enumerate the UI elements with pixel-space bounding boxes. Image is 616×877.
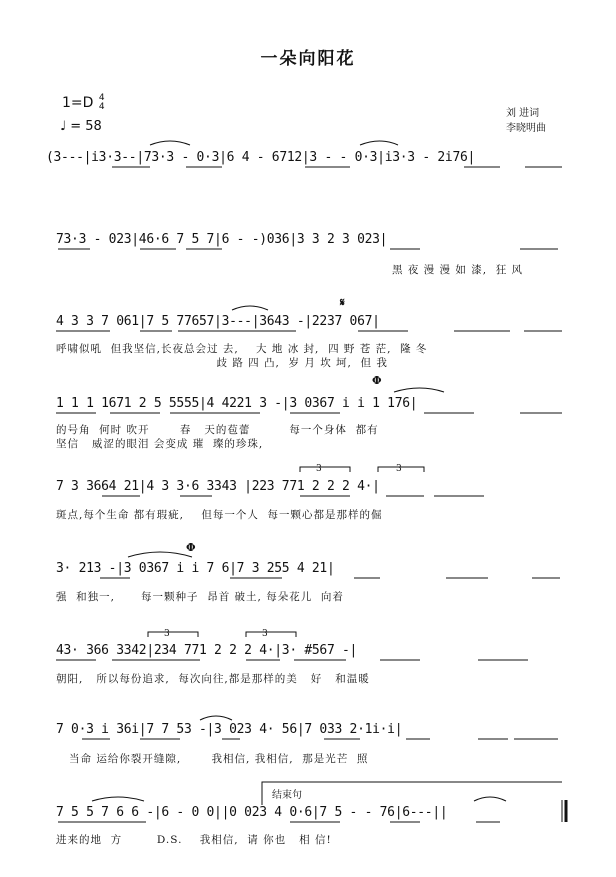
time-top: 4	[98, 93, 105, 103]
lyrics-row-2: 黑 夜 漫 漫 如 漆, 狂 风	[392, 264, 524, 276]
notation-row-9: 7 5 5 7 6 6 -|6 - 0 0||0 023 4 0·6|7 5 - - 76|6---||	[56, 805, 448, 820]
triplet-mark-3: 3	[164, 629, 170, 639]
lyrics-row-7: 朝阳, 所以每份追求, 每次向往,都是那样的美 好 和温暖	[56, 673, 370, 685]
lyrics-row-3a: 呼啸似吼 但我坚信,长夜总会过 去, 大 地 冰 封, 四 野 苍 茫, 隆 冬	[56, 343, 428, 355]
key-label: 1=D	[62, 95, 94, 111]
coda-mark-1: Φ	[372, 374, 382, 387]
lyrics-row-3b: 歧 路 四 凸, 岁 月 坎 坷, 但 我	[56, 357, 388, 369]
composer-credit: 李晓明曲	[506, 123, 546, 134]
lyrics-row-4a: 的号角 何时 吹开 春 天的苞蕾 每一个身体 都有	[56, 424, 379, 436]
lyricist-credit: 刘 进词	[506, 108, 540, 119]
time-bottom: 4	[98, 102, 105, 112]
notation-row-3: 4 3 3 7 061|7 5 77657|3---|3643 -|2237 067|	[56, 314, 380, 329]
tempo-marking: ♩ = 58	[60, 119, 102, 134]
coda-mark-2: Φ	[186, 541, 196, 554]
volta-label: 结束句	[272, 790, 302, 801]
notation-row-6: 3· 213 -|3 0367 i i 7 6|7 3 255 4 21|	[56, 561, 335, 576]
notation-row-2: 73·3 - 023|46·6 7 5 7|6 - -)036|3 3 2 3 023|	[56, 232, 388, 247]
notation-row-4: 1 1 1 1671 2 5 5555|4 4221 3 -|3 0367 i i 1 176|	[56, 396, 418, 411]
triplet-mark-1: 3	[316, 464, 322, 474]
triplet-mark-4: 3	[262, 629, 268, 639]
lyrics-row-5: 斑点,每个生命 都有瑕疵, 但每一个人 每一颗心都是那样的倔	[56, 509, 383, 521]
notation-row-5: 7 3 3664 21|4 3 3·6 3343 |223 771 2 2 2 4·|	[56, 479, 380, 494]
segno-mark: 𝄋	[340, 296, 345, 309]
lyrics-row-4b: 坚信 威涩的眼泪 会变成 璀 璨的珍珠,	[56, 438, 264, 450]
lyrics-row-8: 当命 运给你裂开缝隙, 我相信, 我相信, 那是光芒 照	[56, 753, 369, 765]
notation-row-8: 7 0·3 i 36i|7 7 53 -|3 023 4· 56|7 033 2·1i·i|	[56, 722, 403, 737]
song-title: 一朵向阳花	[260, 49, 356, 69]
triplet-mark-2: 3	[396, 464, 402, 474]
notation-row-7: 43· 366 3342|234 771 2 2 2 4·|3· #567 -|	[56, 643, 358, 658]
notation-row-1: (3---|i3·3--|73·3 - 0·3|6 4 - 6712|3 - - 0·3|i3·3 - 2i76|	[46, 150, 476, 165]
lyrics-row-9: 进来的地 方 D.S. 我相信, 请 你也 相 信!	[56, 834, 332, 846]
lyrics-row-6: 强 和独一, 每一颗种子 昂首 破土, 每朵花儿 向着	[56, 591, 344, 603]
